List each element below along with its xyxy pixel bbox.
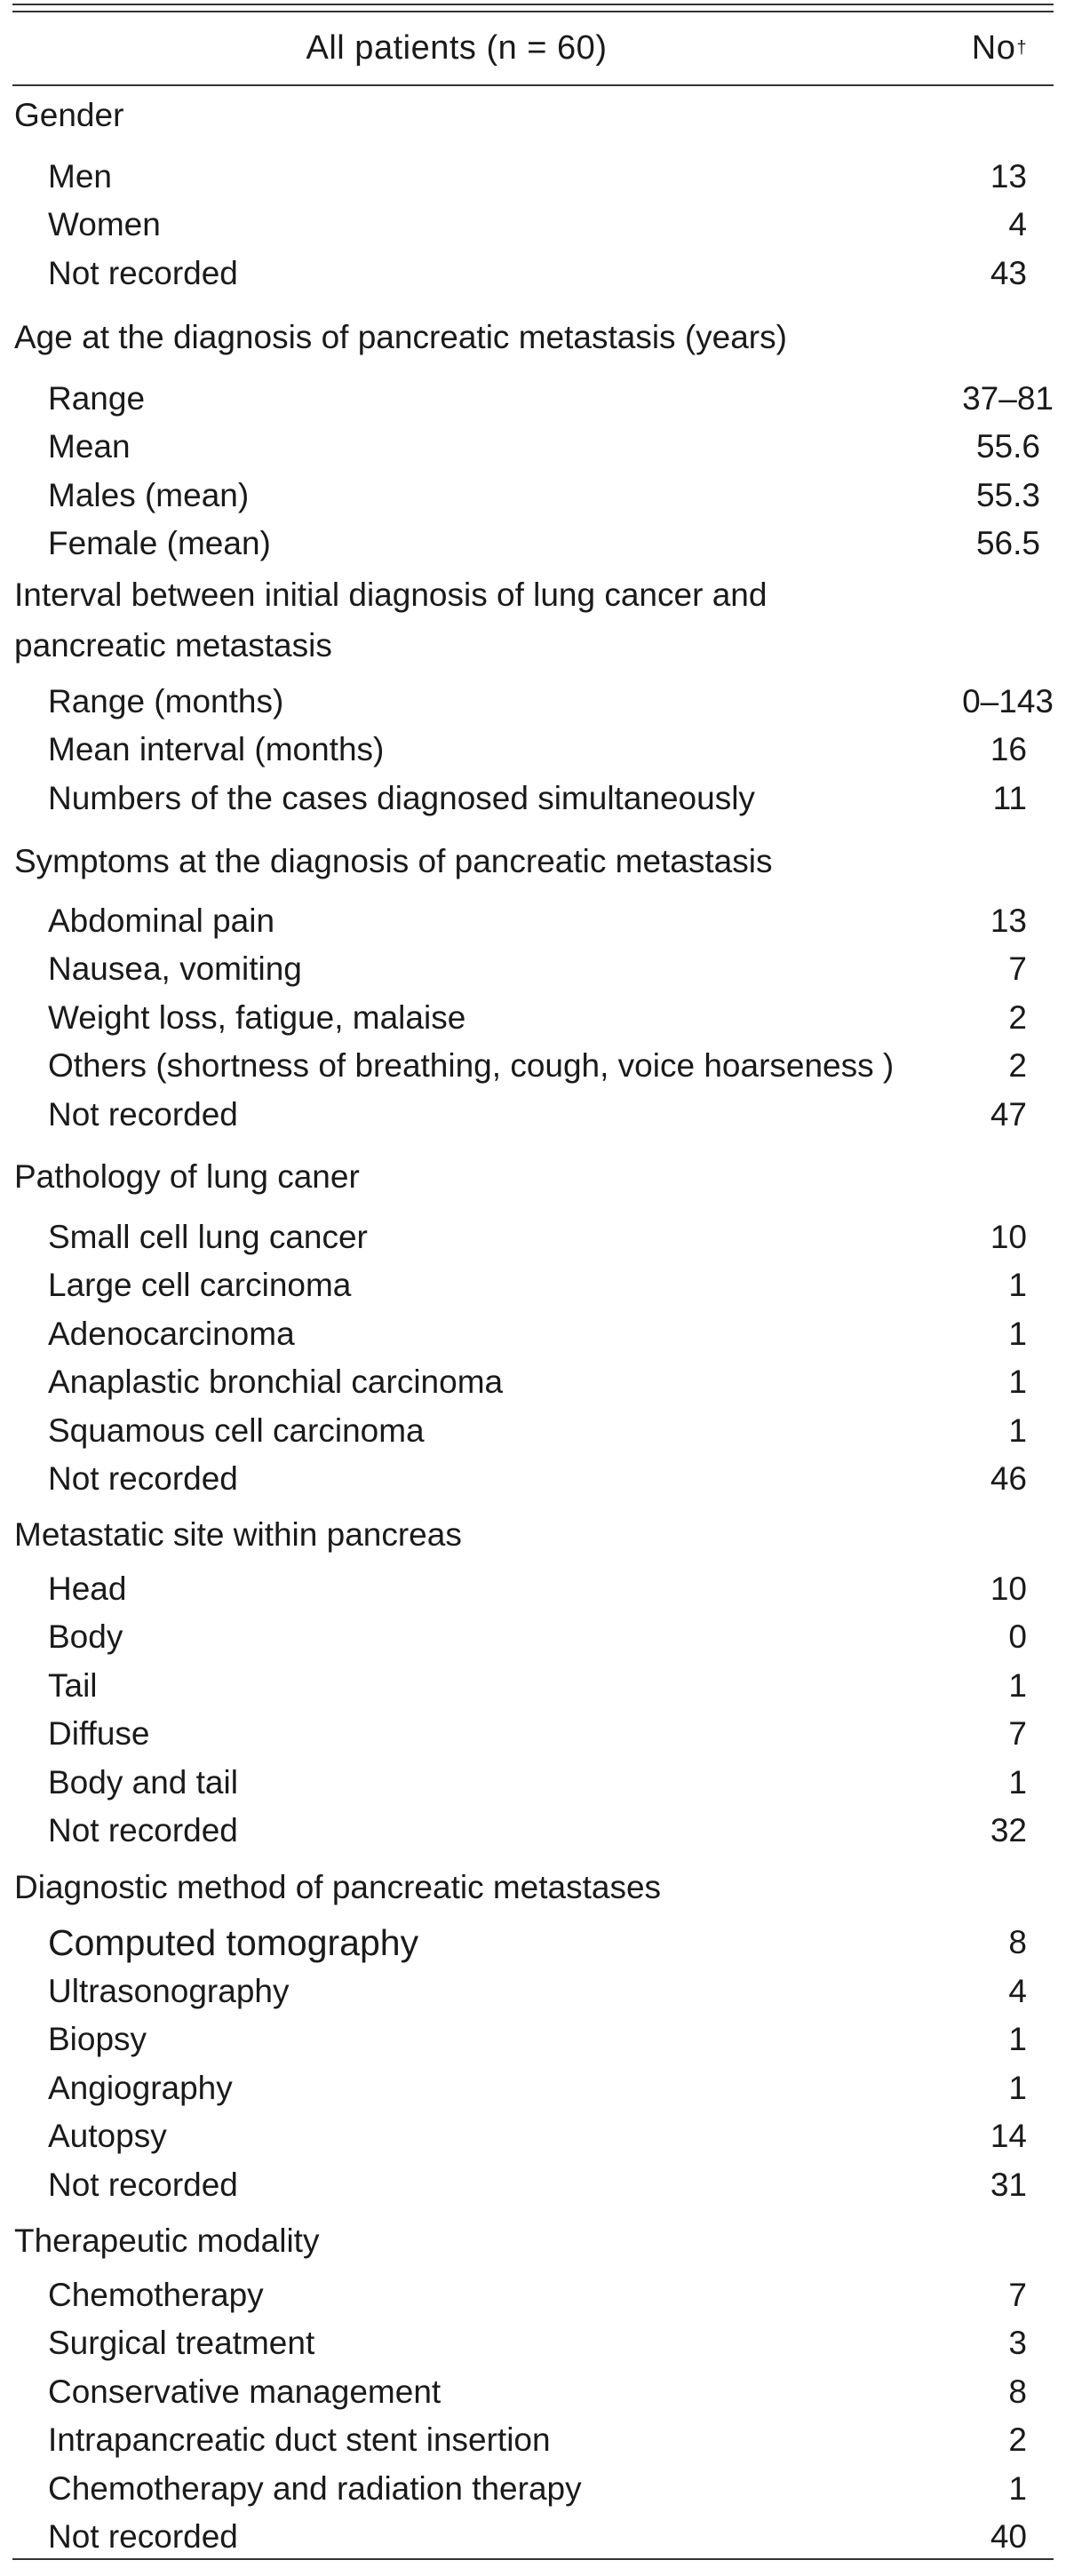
row-label: Adenocarcinoma [48, 1316, 295, 1352]
row-label: Biopsy [48, 2021, 147, 2057]
section-row [12, 314, 1054, 362]
header-rule [12, 84, 1054, 86]
row-label: Computed tomography [48, 1921, 419, 1963]
row-label: Women [48, 206, 161, 242]
table-row [12, 423, 1054, 471]
row-value: 1 [1008, 1316, 1027, 1352]
section-row [12, 571, 1054, 619]
row-value: 43 [990, 255, 1027, 291]
table-row [12, 1613, 1054, 1661]
table-row [12, 897, 1054, 945]
row-value: 7 [1008, 1715, 1027, 1752]
row-label: Mean [48, 428, 131, 465]
table-row [12, 2513, 1054, 2561]
row-label: Tail [48, 1667, 98, 1704]
table-row [12, 2112, 1054, 2160]
row-value: 8 [1008, 1924, 1027, 1960]
row-value: 10 [990, 1570, 1027, 1607]
row-value: 0–143 [962, 683, 1054, 720]
table-row [12, 2271, 1054, 2319]
table-row [12, 945, 1054, 993]
row-value: 10 [990, 1219, 1027, 1255]
row-label: Intrapancreatic duct stent insertion [48, 2421, 551, 2458]
row-value: 0 [1008, 1618, 1027, 1655]
section-row [12, 1511, 1054, 1559]
row-label: Therapeutic modality [14, 2222, 320, 2259]
row-label: Range (months) [48, 683, 284, 720]
table-row [12, 1455, 1054, 1503]
row-value: 46 [990, 1460, 1027, 1497]
row-value: 8 [1008, 2373, 1027, 2410]
table-row [12, 1310, 1054, 1358]
row-value: 55.6 [975, 428, 1040, 465]
row-label: Body [48, 1618, 123, 1655]
row-value: 2 [1008, 999, 1027, 1036]
row-label: Chemotherapy [48, 2277, 264, 2313]
table-row [12, 1807, 1054, 1855]
row-value: 14 [990, 2118, 1027, 2154]
row-value: 1 [1008, 1364, 1027, 1400]
row-label: Not recorded [48, 1096, 238, 1133]
table-row [12, 1358, 1054, 1406]
table-row [12, 2368, 1054, 2416]
row-value: 47 [990, 1096, 1027, 1133]
table-row [12, 375, 1054, 423]
table-row [12, 1407, 1054, 1455]
row-label: Not recorded [48, 2518, 238, 2555]
table-row [12, 1710, 1054, 1758]
row-label: Head [48, 1570, 127, 1607]
row-value: 55.3 [975, 477, 1040, 513]
row-value: 4 [1008, 1973, 1027, 2009]
row-value: 7 [1008, 950, 1027, 987]
row-label: Interval between initial diagnosis of lung cancer and [14, 576, 768, 613]
header-count-label: No [971, 28, 1016, 67]
table-row [12, 2319, 1054, 2367]
row-label: Numbers of the cases diagnosed simultaneously [48, 780, 755, 816]
header-count-column: No † [971, 28, 1027, 67]
row-label: pancreatic metastasis [14, 627, 332, 664]
row-value: 1 [1008, 1667, 1027, 1704]
row-label: Males (mean) [48, 477, 250, 513]
row-label: Autopsy [48, 2118, 167, 2154]
row-value: 56.5 [975, 525, 1040, 561]
row-label: Weight loss, fatigue, malaise [48, 999, 466, 1036]
table-row [12, 520, 1054, 568]
row-label: Chemotherapy and radiation therapy [48, 2470, 582, 2507]
bottom-rule [12, 2558, 1054, 2560]
row-label: Age at the diagnosis of pancreatic metastasis (years) [14, 319, 787, 355]
table-row [12, 153, 1054, 201]
row-label: Small cell lung cancer [48, 1219, 368, 1255]
row-label: Nausea, vomiting [48, 950, 302, 987]
row-label: Angiography [48, 2070, 233, 2106]
section-row [12, 1864, 1054, 1912]
section-row [12, 91, 1054, 139]
row-label: Anaplastic bronchial carcinoma [48, 1364, 504, 1400]
row-label: Not recorded [48, 2167, 238, 2203]
row-label: Others (shortness of breathing, cough, voice hoarseness ) [48, 1047, 895, 1084]
row-label: Large cell carcinoma [48, 1267, 352, 1303]
section-row [12, 838, 1054, 886]
row-value: 32 [990, 1812, 1027, 1849]
table-row [12, 1261, 1054, 1309]
section-row [12, 2217, 1054, 2265]
row-label: Body and tail [48, 1764, 238, 1801]
table-row [12, 1662, 1054, 1710]
row-label: Not recorded [48, 1812, 238, 1849]
row-value: 13 [990, 158, 1027, 195]
table-row [12, 1213, 1054, 1261]
table-row [12, 250, 1054, 298]
row-label: Diagnostic method of pancreatic metastases [14, 1869, 662, 1905]
table-row [12, 2161, 1054, 2209]
row-value: 1 [1008, 2021, 1027, 2057]
table-row [12, 678, 1054, 726]
row-label: Squamous cell carcinoma [48, 1412, 425, 1449]
row-value: 1 [1008, 1764, 1027, 1801]
row-value: 1 [1008, 2070, 1027, 2106]
row-label: Female (mean) [48, 525, 271, 561]
row-value: 1 [1008, 1412, 1027, 1449]
table-row [12, 726, 1054, 774]
top-rule [12, 4, 1054, 5]
row-label: Symptoms at the diagnosis of pancreatic metastasis [14, 843, 773, 879]
row-value: 31 [990, 2167, 1027, 2203]
header-title: All patients (n = 60) [306, 28, 608, 67]
table-row [12, 775, 1054, 823]
table-row [12, 1565, 1054, 1613]
row-label: Not recorded [48, 1460, 238, 1497]
row-label: Gender [14, 97, 124, 133]
table-row [12, 2416, 1054, 2464]
table-row [12, 1919, 1054, 1967]
table-row [12, 994, 1054, 1042]
top-rule-inner [12, 11, 1054, 12]
row-label: Not recorded [48, 255, 238, 291]
table-row [12, 2064, 1054, 2112]
row-label: Mean interval (months) [48, 731, 385, 767]
row-value: 7 [1008, 2277, 1027, 2313]
row-label: Men [48, 158, 112, 195]
table-row [12, 201, 1054, 249]
row-label: Surgical treatment [48, 2325, 315, 2361]
row-label: Conservative management [48, 2373, 442, 2410]
table-row [12, 1091, 1054, 1139]
row-label: Ultrasonography [48, 1973, 290, 2009]
row-value: 2 [1008, 2421, 1027, 2458]
row-label: Metastatic site within pancreas [14, 1516, 462, 1553]
row-value: 16 [990, 731, 1027, 767]
table-row [12, 2015, 1054, 2063]
table-row [12, 1759, 1054, 1807]
table-row [12, 1042, 1054, 1090]
section-row [12, 622, 1054, 670]
row-value: 4 [1008, 206, 1027, 242]
table-row [12, 472, 1054, 520]
row-label: Pathology of lung caner [14, 1158, 360, 1195]
patient-characteristics-table [12, 0, 1054, 2576]
row-value: 40 [990, 2518, 1027, 2555]
row-value: 37–81 [962, 380, 1054, 417]
table-row [12, 1968, 1054, 2015]
section-row [12, 1153, 1054, 1201]
row-value: 3 [1008, 2325, 1027, 2361]
table-row [12, 2465, 1054, 2513]
row-label: Diffuse [48, 1715, 150, 1752]
row-value: 13 [990, 902, 1027, 939]
row-value: 2 [1008, 1047, 1027, 1084]
row-label: Abdominal pain [48, 902, 275, 939]
row-value: 11 [992, 780, 1027, 816]
row-value: 1 [1008, 1267, 1027, 1303]
row-value: 1 [1008, 2470, 1027, 2507]
row-label: Range [48, 380, 146, 417]
